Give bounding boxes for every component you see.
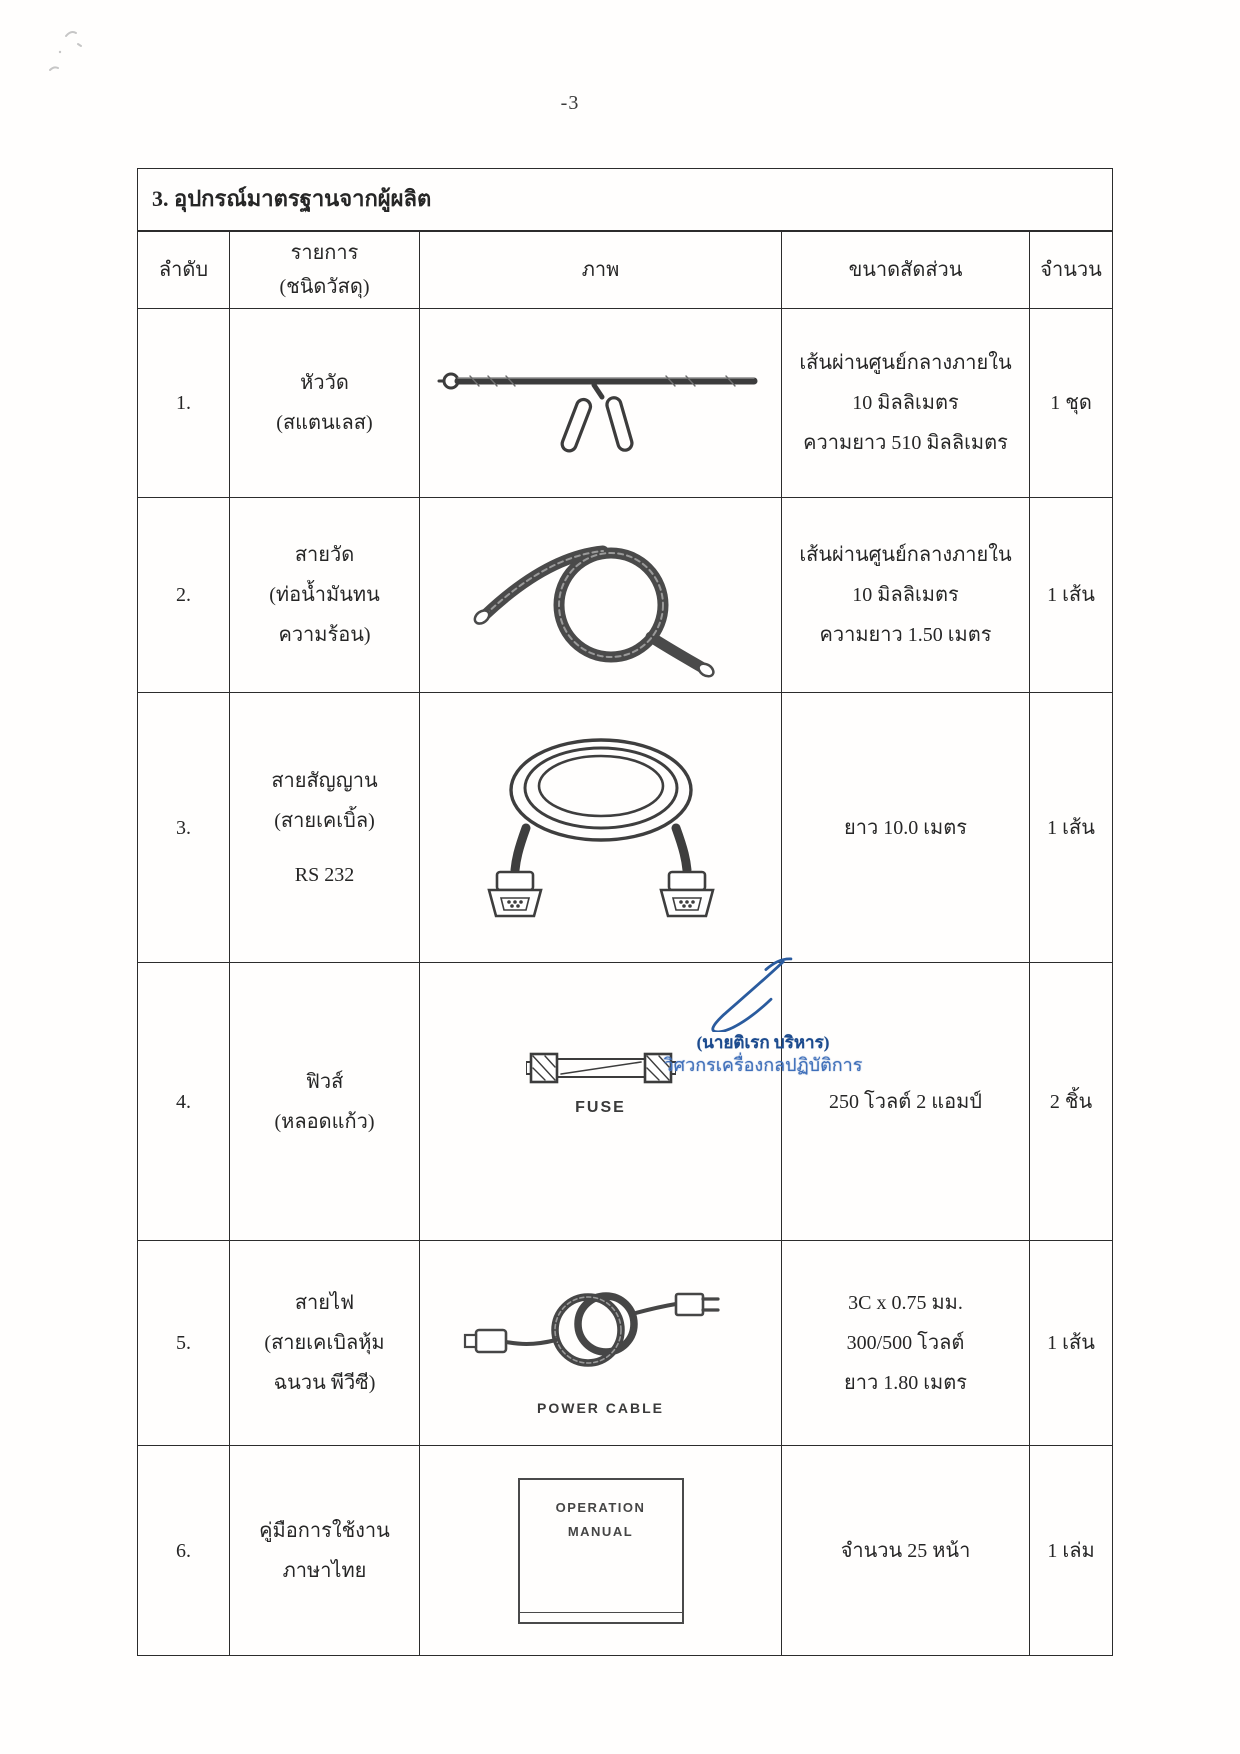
table-row: [138, 693, 1113, 963]
image-cell: [420, 963, 782, 1241]
equipment-spec-table: [137, 168, 1113, 1656]
table-row: [138, 1241, 1113, 1446]
size-cell: 250 โวลต์ 2 แอมป์: [782, 963, 1030, 1241]
measuring-probe-icon: [436, 343, 766, 463]
table-row: [138, 1446, 1113, 1656]
image-cell: [420, 498, 782, 693]
col-header-item: รายการ (ชนิดวัสดุ): [230, 231, 420, 309]
glass-fuse-icon: [526, 1042, 676, 1096]
size-cell: ยาว 10.0 เมตร: [782, 693, 1030, 963]
table-row: [138, 963, 1113, 1241]
size-cell: 3C x 0.75 มม. 300/500 โวลต์ ยาว 1.80 เมตร: [782, 1241, 1030, 1446]
table-title-row: [138, 169, 1113, 231]
quantity-cell: 1 เล่ม: [1030, 1446, 1113, 1656]
row-index: 5.: [138, 1241, 230, 1446]
pencil-scribble-icon: [38, 18, 118, 98]
col-header-size: ขนาดสัดส่วน: [782, 231, 1030, 309]
quantity-cell: 2 ชิ้น: [1030, 963, 1113, 1241]
image-cell: [420, 309, 782, 498]
power-cable-icon: [456, 1270, 746, 1398]
col-header-index: ลำดับ: [138, 231, 230, 309]
image-cell: [420, 1241, 782, 1446]
quantity-cell: 1 เส้น: [1030, 1241, 1113, 1446]
quantity-cell: 1 ชุด: [1030, 309, 1113, 498]
signer-name: (นายติเรก บริหาร): [696, 1033, 830, 1052]
item-cell: สายสัญญาน (สายเคเบิ้ล) RS 232: [230, 693, 420, 963]
row-index: 1.: [138, 309, 230, 498]
item-cell: สายไฟ (สายเคเบิลหุ้ม ฉนวน พีวีซี): [230, 1241, 420, 1446]
fuse-label: FUSE: [575, 1098, 626, 1116]
col-header-image: ภาพ: [420, 231, 782, 309]
size-cell: จำนวน 25 หน้า: [782, 1446, 1030, 1656]
manual-page-edge: [520, 1612, 682, 1613]
row-index: 3.: [138, 693, 230, 963]
item-cell: คู่มือการใช้งาน ภาษาไทย: [230, 1446, 420, 1656]
item-cell: หัววัด (สแตนเลส): [230, 309, 420, 498]
hose-coil-icon: [451, 511, 751, 679]
size-cell: เส้นผ่านศูนย์กลางภายใน 10 มิลลิเมตร ความยาว 510 มิลลิเมตร: [782, 309, 1030, 498]
col-header-quantity: จำนวน: [1030, 231, 1113, 309]
row-index: 6.: [138, 1446, 230, 1656]
quantity-cell: 1 เส้น: [1030, 693, 1113, 963]
section-title: 3. อุปกรณ์มาตรฐานจากผู้ผลิต: [138, 169, 1113, 231]
table-row: [138, 309, 1113, 498]
operation-manual-icon: [518, 1478, 684, 1624]
image-cell: [420, 693, 782, 963]
row-index: 2.: [138, 498, 230, 693]
image-cell: [420, 1446, 782, 1656]
page-number: -3: [560, 92, 580, 114]
rs232-cable-icon: [436, 720, 766, 935]
signer-title: วิศวกรเครื่องกลปฏิบัติการ: [663, 1055, 863, 1076]
size-cell: เส้นผ่านศูนย์กลางภายใน 10 มิลลิเมตร ความยาว 1.50 เมตร: [782, 498, 1030, 693]
quantity-cell: 1 เส้น: [1030, 498, 1113, 693]
manual-cover-title: OPERATION MANUAL: [555, 1499, 646, 1540]
item-cell: สายวัด (ท่อน้ำมันทน ความร้อน): [230, 498, 420, 693]
table-header-row: [138, 231, 1113, 309]
item-cell: ฟิวส์ (หลอดแก้ว): [230, 963, 420, 1241]
power-cable-label: POWER CABLE: [537, 1399, 664, 1416]
row-index: 4.: [138, 963, 230, 1241]
table-row: [138, 498, 1113, 693]
